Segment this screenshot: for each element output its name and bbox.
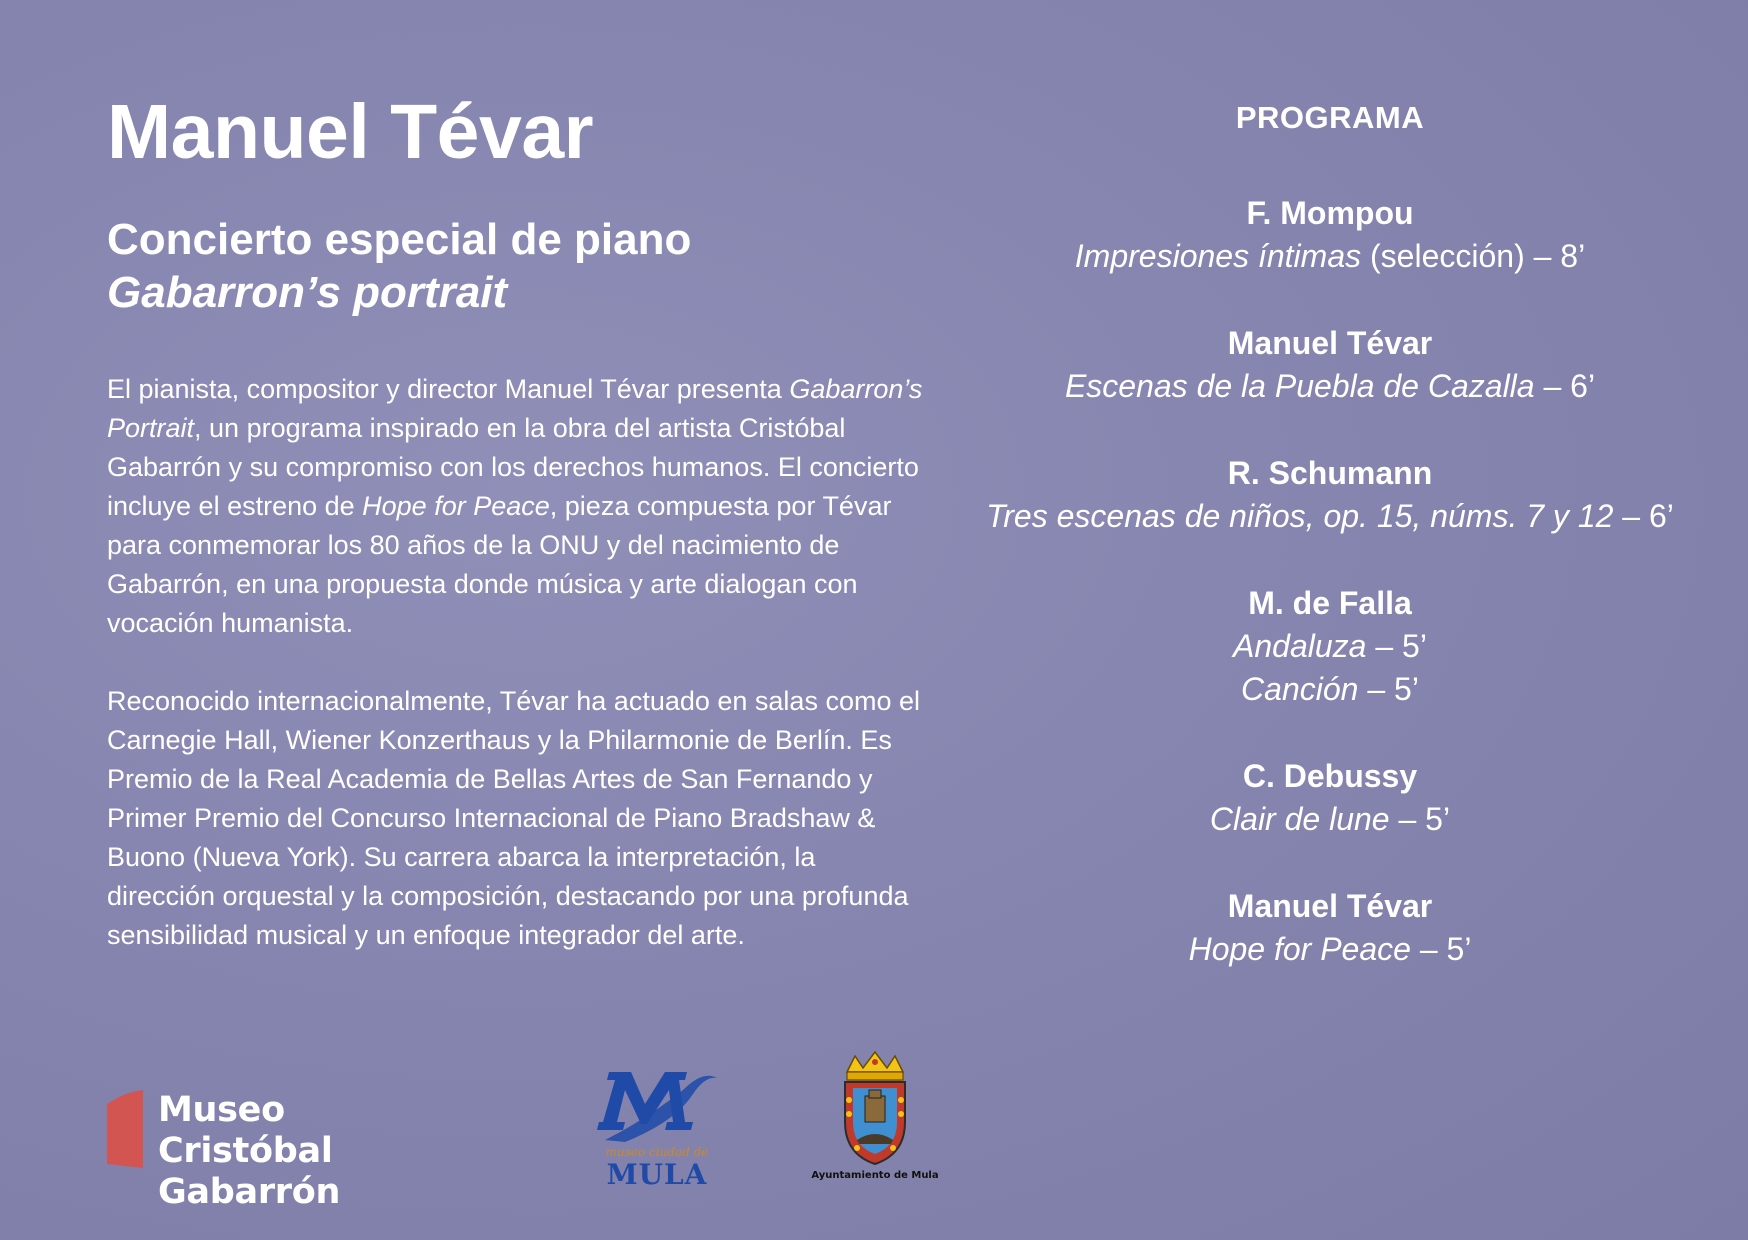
- mula-big-text: MULA: [606, 1158, 708, 1190]
- program-item: [930, 754, 1730, 841]
- program-item: [930, 451, 1730, 538]
- work-title: Canción: [1241, 671, 1359, 707]
- museo-mula-logo: [585, 1060, 725, 1190]
- program-item: [930, 581, 1730, 711]
- work-duration: – 6’: [1534, 368, 1596, 404]
- work-duration: – 5’: [1389, 801, 1451, 837]
- program-composer: F. Mompou: [1246, 195, 1414, 231]
- program-item: [930, 191, 1730, 278]
- coat-of-arms-icon: [805, 1050, 945, 1168]
- bio-italic-title: Hope for Peace: [362, 491, 550, 522]
- work-title: Andaluza: [1233, 628, 1367, 664]
- program-composer: Manuel Tévar: [1227, 888, 1433, 924]
- bio-italic-title: Gabarron’s Portrait: [107, 374, 923, 444]
- mula-small-text: museo ciudad de: [605, 1145, 709, 1159]
- program-composer: R. Schumann: [1227, 455, 1433, 491]
- program-work: [930, 625, 1730, 668]
- logos-footer: [105, 1050, 1005, 1212]
- subtitle-line-2: Gabarron’s portrait: [107, 268, 508, 318]
- work-title: Hope for Peace: [1188, 931, 1411, 967]
- program-column: [930, 100, 1730, 1014]
- work-title: Impresiones íntimas: [1074, 238, 1362, 274]
- program-item: [930, 321, 1730, 408]
- program-composer: Manuel Tévar: [1227, 325, 1433, 361]
- bio-text-run: , pieza compuesta por Tévar para conmemorar los 80 años de la ONU y del nacimiento de Gabarrón, en una propuesta donde música y arte dialogan con vocación humanista.: [107, 491, 892, 639]
- program-composer: M. de Falla: [1248, 585, 1412, 621]
- museo-logo-text: [158, 1090, 525, 1213]
- program-heading: PROGRAMA: [1235, 100, 1425, 135]
- museo-gabarron-logo: [105, 1090, 525, 1212]
- work-title: Tres escenas de niños, op. 15, núms. 7 y 12: [986, 498, 1614, 534]
- bio-text-run: El pianista, compositor y director Manuel Tévar presenta: [107, 374, 790, 405]
- program-work: [930, 365, 1730, 408]
- program-item: [930, 884, 1730, 971]
- museo-logo-line-2: Cristóbal Gabarrón: [158, 1131, 341, 1212]
- concert-subtitle: [107, 213, 927, 320]
- program-composer: C. Debussy: [1242, 758, 1418, 794]
- work-duration: – 5’: [1358, 671, 1419, 707]
- work-duration: – 6’: [1613, 498, 1674, 534]
- program-work: [930, 798, 1730, 841]
- bio-paragraph-2: Reconocido internacionalmente, Tévar ha actuado en salas como el Carnegie Hall, Wiener Konzerthaus y la Philarmonie de Berlín. Es Premio de la Real Academia de Bellas Artes de San Fernando y Primer Premio del Concurso Internacional de Piano Bradshaw & Buono (Nueva York). Su carrera abarca la interpretación, la dirección orquestal y la composición, destacando por una profunda sensibilidad musical y un enfoque integrador del arte.: [107, 686, 920, 951]
- museo-logo-line-1: Museo: [158, 1090, 285, 1130]
- bio-paragraph-1: [107, 370, 927, 643]
- ayuntamiento-label: Ayuntamiento de Mula: [811, 1170, 939, 1181]
- work-duration: – 5’: [1366, 628, 1427, 664]
- bio-text-run: , un programa inspirado en la obra del artista Cristóbal Gabarrón y su compromiso con los derechos humanos. El concierto incluye el estreno de: [107, 413, 919, 522]
- program-work: [930, 668, 1730, 711]
- program-work: [930, 235, 1730, 278]
- work-duration: – 5’: [1410, 931, 1472, 967]
- work-duration: (selección) – 8’: [1361, 238, 1586, 274]
- program-work: [930, 495, 1730, 538]
- info-column: [107, 90, 927, 955]
- performer-title: Manuel Tévar: [107, 89, 594, 175]
- ayuntamiento-logo: [805, 1050, 945, 1185]
- work-title: Clair de lune: [1209, 801, 1390, 837]
- museo-mark-icon: [105, 1090, 145, 1168]
- subtitle-line-1: Concierto especial de piano: [107, 214, 692, 264]
- work-title: Escenas de la Puebla de Cazalla: [1064, 368, 1535, 404]
- program-work: [930, 928, 1730, 971]
